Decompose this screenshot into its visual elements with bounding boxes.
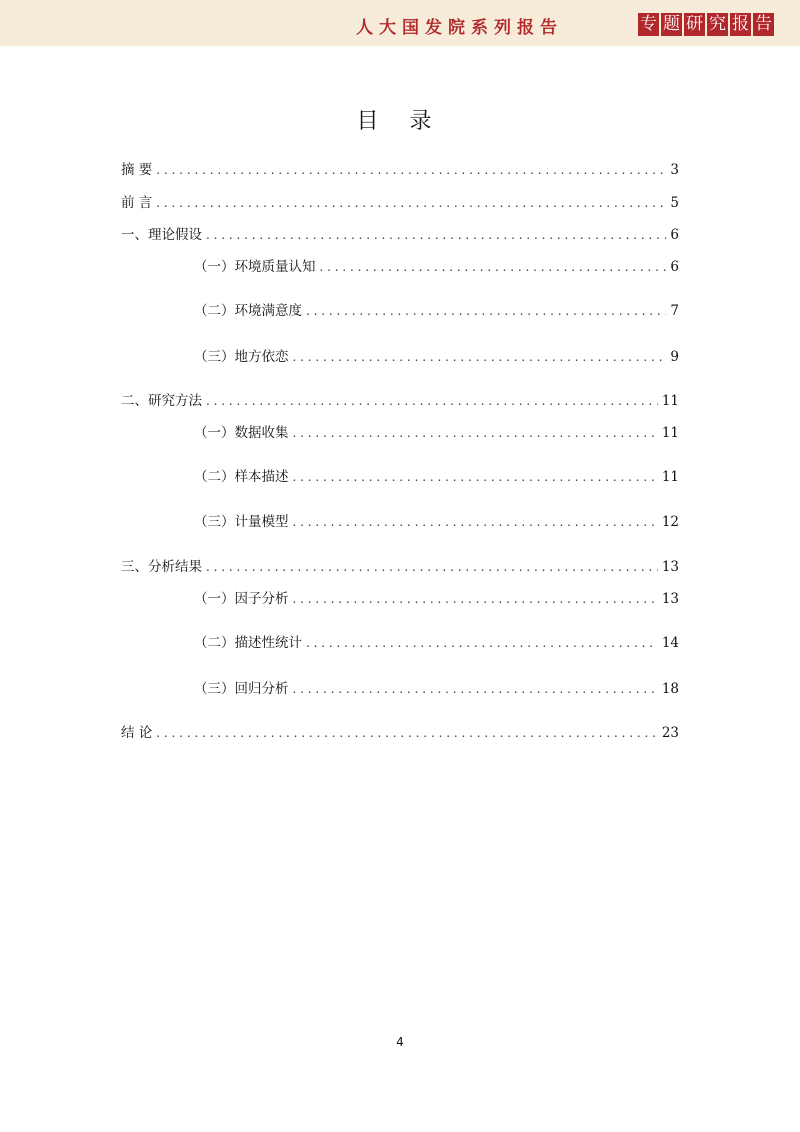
toc-entry-page: 9	[670, 349, 679, 365]
toc-entry-label: （一）环境质量认知	[194, 259, 316, 275]
toc-entry-label: （一）因子分析	[194, 591, 289, 607]
toc-entry-page: 14	[661, 635, 679, 651]
toc-entry-abstract[interactable]	[121, 158, 679, 178]
toc-entry-section-2[interactable]	[121, 389, 679, 409]
toc-leader-dots	[206, 394, 658, 408]
toc-entry-label: （三）地方依恋	[194, 349, 289, 365]
toc-entry-subsection[interactable]	[194, 299, 679, 319]
toc-leader-dots	[320, 260, 667, 274]
toc-entry-page: 12	[661, 514, 679, 530]
header-band	[0, 0, 800, 46]
toc-entry-conclusion[interactable]	[121, 721, 679, 741]
toc-entry-subsection[interactable]	[194, 465, 679, 485]
toc-entry-preface[interactable]	[121, 191, 679, 211]
toc-leader-dots	[306, 304, 666, 318]
toc-leader-dots	[206, 228, 666, 242]
badge-char: 究	[709, 14, 726, 34]
toc-entry-label: （二）描述性统计	[194, 635, 302, 651]
toc-leader-dots	[293, 682, 658, 696]
toc-entry-page: 3	[670, 162, 679, 178]
toc-entry-page: 13	[661, 559, 679, 575]
toc-entry-page: 6	[670, 259, 679, 275]
special-report-badge	[638, 13, 774, 36]
badge-char: 报	[732, 14, 749, 34]
toc-title: 目 录	[356, 109, 444, 134]
badge-char: 题	[663, 14, 680, 34]
toc-entry-label: （二）样本描述	[194, 469, 289, 485]
badge-char: 研	[686, 14, 703, 34]
toc-entry-label: （三）回归分析	[194, 681, 289, 697]
toc-leader-dots	[293, 470, 658, 484]
page-number: 4	[396, 1035, 404, 1049]
toc-entry-page: 13	[661, 591, 679, 607]
toc-entry-label: （一）数据收集	[194, 425, 289, 441]
toc-entry-label: 三、分析结果	[121, 559, 202, 575]
toc-leader-dots	[206, 560, 658, 574]
toc-leader-dots	[156, 196, 666, 210]
toc-entry-subsection[interactable]	[194, 510, 679, 530]
toc-entry-page: 23	[661, 725, 679, 741]
toc-entry-label: （三）计量模型	[194, 514, 289, 530]
toc-leader-dots	[293, 515, 658, 529]
toc-entry-subsection[interactable]	[194, 677, 679, 697]
toc-entry-label: 摘 要	[121, 162, 153, 178]
toc-entry-label: （二）环境满意度	[194, 303, 302, 319]
toc-entry-section-1[interactable]	[121, 223, 679, 243]
toc-entry-page: 7	[670, 303, 679, 319]
toc-entry-label: 前 言	[121, 195, 153, 211]
toc-entry-page: 11	[661, 425, 679, 441]
toc-entry-subsection[interactable]	[194, 421, 679, 441]
toc-entry-label: 一、理论假设	[121, 227, 202, 243]
report-series-title: 人大国发院系列报告	[356, 18, 563, 38]
toc-entry-page: 11	[661, 469, 679, 485]
toc-leader-dots	[293, 426, 658, 440]
badge-char: 告	[755, 14, 772, 34]
toc-leader-dots	[156, 163, 666, 177]
toc-entry-section-3[interactable]	[121, 555, 679, 575]
toc-entry-page: 6	[670, 227, 679, 243]
toc-entry-label: 结 论	[121, 725, 153, 741]
toc-leader-dots	[293, 592, 658, 606]
toc-leader-dots	[306, 636, 658, 650]
toc-entry-page: 11	[661, 393, 679, 409]
badge-char: 专	[640, 14, 657, 34]
toc-leader-dots	[156, 726, 658, 740]
toc-entry-subsection[interactable]	[194, 255, 679, 275]
toc-entry-label: 二、研究方法	[121, 393, 202, 409]
toc-entry-page: 5	[670, 195, 679, 211]
toc-entry-subsection[interactable]	[194, 631, 679, 651]
toc-entry-subsection[interactable]	[194, 587, 679, 607]
toc-entry-subsection[interactable]	[194, 345, 679, 365]
toc-entry-page: 18	[661, 681, 679, 697]
toc-leader-dots	[293, 350, 667, 364]
